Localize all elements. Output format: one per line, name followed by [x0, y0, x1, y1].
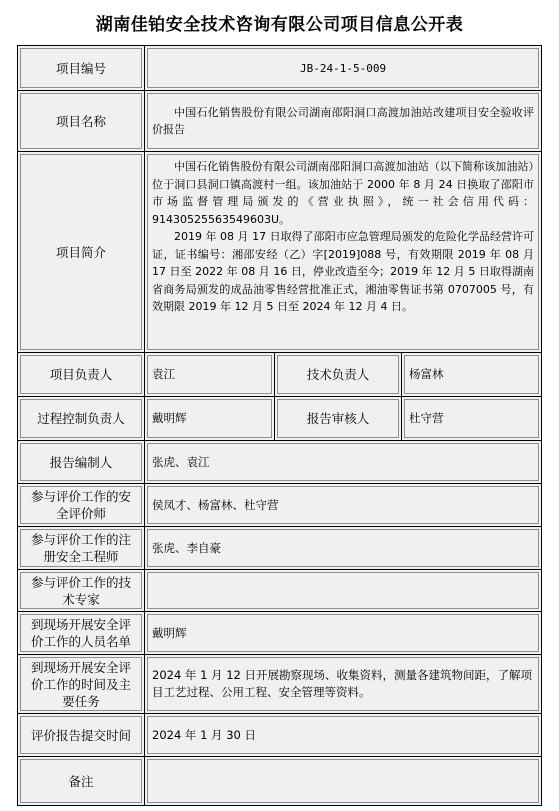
site-time-tasks-value: 2024 年 1 月 12 日开展勘察现场、收集资料，测量各建筑物间距，了解项目工艺过程、公用工程、安全管理等资料。 — [152, 668, 532, 699]
project-name-value: 中国石化销售股份有限公司湖南邵阳洞口高渡加油站改建项目安全验收评价报告 — [152, 105, 535, 136]
row-submit-time — [18, 714, 542, 757]
project-no-label: 项目编号 — [55, 60, 106, 76]
row-project-no — [18, 46, 542, 91]
row-project-intro — [18, 152, 542, 353]
safety-evaluators-value: 侯凤才、杨富林、杜守营 — [152, 497, 279, 512]
row-project-lead — [18, 353, 542, 397]
project-intro-paragraph-2: 2019 年 08 月 17 日取得了邵阳市应急管理局颁发的危险化学品经营许可证，证书编号：湘邵安经（乙）字[2019]088 号，有效期限 2019 年 08 月 17 日至 2022 年 08 月 16 日，停业改造至今；2019 年 12 月 5 日取得湖南省商务局颁发的成品油零售经营批准正式，湘油零售证书第 0707005 号，有效期限 2019 年 12 月 5 日至 2024 年 12 月 4 日。 — [152, 230, 535, 313]
row-registered-engineers — [18, 527, 542, 570]
row-site-time-tasks — [18, 655, 542, 714]
row-project-name — [18, 91, 542, 152]
row-process-control — [18, 397, 542, 441]
site-time-tasks-label: 到现场开展安全评价工作的时间及主要任务 — [30, 659, 131, 709]
row-report-author — [18, 441, 542, 484]
row-site-personnel — [18, 612, 542, 655]
project-intro-label: 项目简介 — [55, 244, 106, 260]
registered-engineers-label: 参与评价工作的注册安全工程师 — [30, 532, 131, 564]
submit-time-value: 2024 年 1 月 30 日 — [152, 727, 256, 742]
process-control-value: 戴明辉 — [152, 411, 187, 425]
report-reviewer-label: 报告审核人 — [306, 411, 370, 426]
page-title: 湖南佳铂安全技术咨询有限公司项目信息公开表 — [95, 15, 464, 35]
project-intro-paragraph-1: 中国石化销售股份有限公司湖南邵阳洞口高渡加油站（以下简称该加油站）位于洞口县洞口镇高渡村一组。该加油站于 2000 年 8 月 24 日换取了邵阳市市场监督管理局颁发的《营业执照》，统一社会信用代码：91430525563549603U。 — [152, 160, 535, 226]
site-personnel-label: 到现场开展安全评价工作的人员名单 — [30, 617, 131, 649]
row-safety-evaluators — [18, 484, 542, 527]
report-author-value: 张虎、袁江 — [152, 454, 210, 469]
site-personnel-value: 戴明辉 — [152, 625, 187, 640]
report-reviewer-value: 杜守营 — [409, 411, 444, 425]
tech-experts-label: 参与评价工作的技术专家 — [30, 574, 131, 607]
report-author-label: 报告编制人 — [49, 454, 113, 470]
tech-lead-label: 技术负责人 — [306, 367, 370, 382]
project-no-value: JB-24-1-5-009 — [299, 61, 387, 75]
remarks-label: 备注 — [68, 773, 94, 789]
registered-engineers-value: 张虎、李自豪 — [152, 540, 221, 555]
row-remarks — [18, 757, 542, 806]
submit-time-label: 评价报告提交时间 — [30, 727, 131, 743]
safety-evaluators-label: 参与评价工作的安全评价师 — [30, 489, 131, 521]
tech-lead-value: 杨富林 — [409, 367, 444, 381]
project-lead-label: 项目负责人 — [49, 367, 113, 382]
project-info-table — [17, 45, 542, 806]
project-lead-value: 袁江 — [152, 367, 175, 381]
process-control-label: 过程控制负责人 — [37, 411, 125, 426]
row-tech-experts — [18, 570, 542, 612]
project-name-label: 项目名称 — [55, 113, 106, 129]
